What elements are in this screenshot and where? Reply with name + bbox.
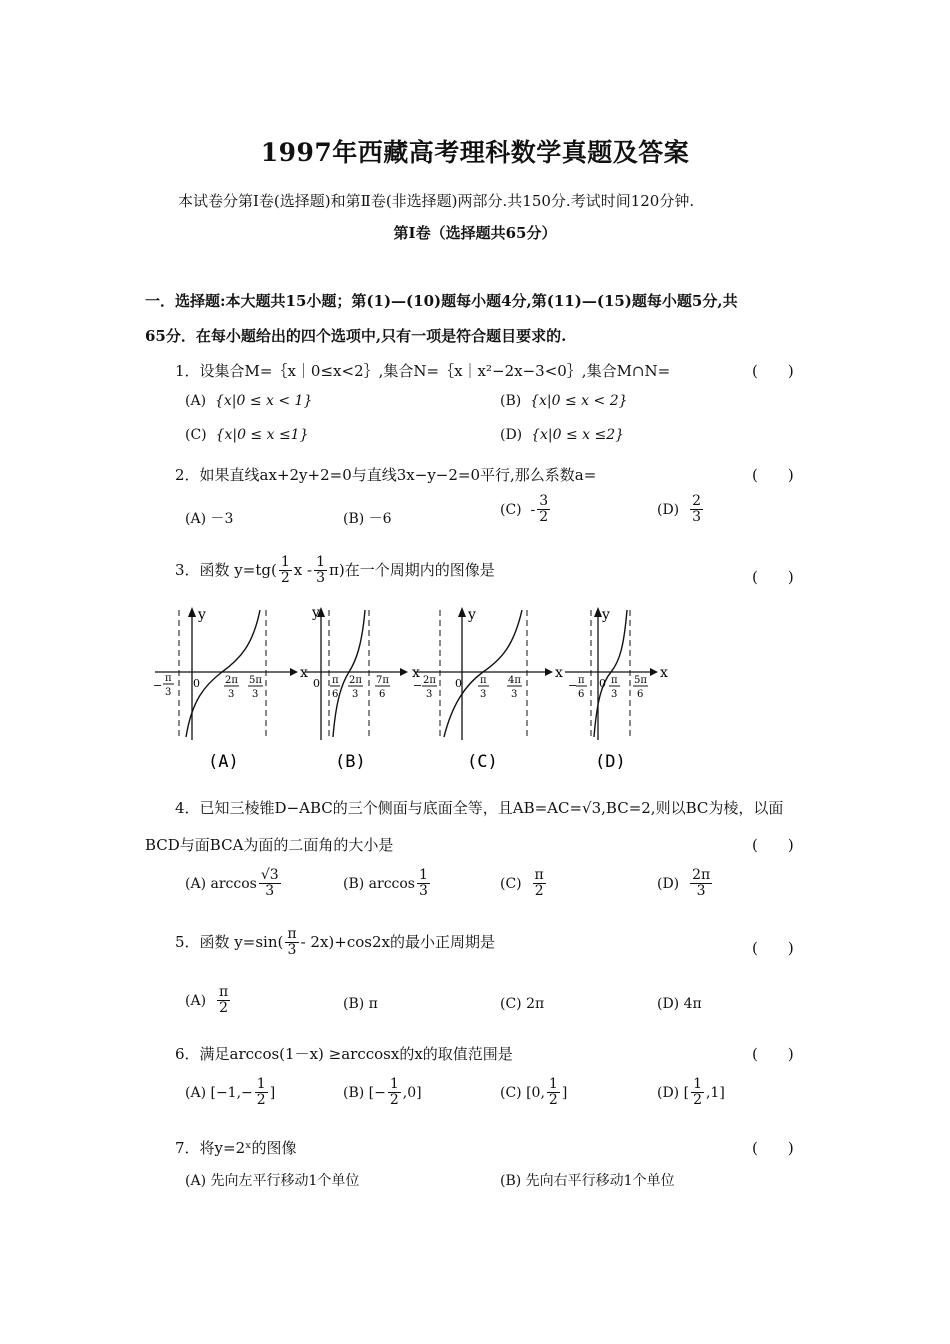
question-6-stem: 6．满足arccos(1－x) ≥arccosx的x的取值范围是 bbox=[175, 1045, 513, 1063]
graph-a bbox=[153, 607, 308, 772]
graph-d-tick-3 bbox=[633, 675, 648, 700]
svg-text:7π: 7π bbox=[376, 675, 389, 686]
question-5-stem: 5．函数 y=sin( $\frac{\pi}{3}$ - 2x)+cos2x的最小正周期是 bbox=[175, 926, 495, 959]
svg-text:3: 3 bbox=[480, 689, 487, 700]
graph-c-origin: 0 bbox=[455, 677, 462, 690]
graph-b-tick-1 bbox=[330, 675, 340, 700]
q6-option-d: (D) [ $\frac{1}{2}$ ,1] bbox=[657, 1076, 725, 1109]
graph-c-x-arrow bbox=[545, 668, 553, 676]
svg-text:3: 3 bbox=[165, 687, 172, 698]
answer-blank-5: ( ) bbox=[752, 939, 794, 957]
svg-text:π: π bbox=[578, 675, 585, 686]
svg-text:π: π bbox=[480, 675, 487, 686]
svg-text:6: 6 bbox=[332, 689, 339, 700]
svg-text:3: 3 bbox=[228, 689, 235, 700]
q6-option-a: (A) [−1,− $\frac{1}{2}$ ] bbox=[185, 1076, 276, 1109]
svg-text:3: 3 bbox=[511, 689, 518, 700]
svg-text:5π: 5π bbox=[249, 675, 262, 686]
graph-b-x-arrow bbox=[400, 668, 408, 676]
q7-option-a: (A) 先向左平行移动1个单位 bbox=[185, 1173, 360, 1189]
q6-option-b: (B) [− $\frac{1}{2}$ ,0] bbox=[343, 1076, 422, 1109]
q5-option-d: (D) 4π bbox=[657, 996, 702, 1012]
q7-option-b: (B) 先向右平行移动1个单位 bbox=[500, 1173, 675, 1189]
svg-text:π: π bbox=[611, 675, 618, 686]
graph-d-x-label: x bbox=[660, 665, 668, 681]
q5-option-c: (C) 2π bbox=[500, 996, 545, 1012]
answer-blank-1: ( ) bbox=[752, 362, 794, 380]
graph-c-caption: (C) bbox=[467, 752, 498, 772]
graph-b-tick-2 bbox=[348, 675, 363, 700]
graph-c-tick-2 bbox=[478, 675, 489, 700]
graph-c-tick-1 bbox=[413, 675, 437, 700]
q4-option-d: (D) $\frac{2\pi}{3}$ bbox=[657, 867, 711, 900]
graph-d-origin: 0 bbox=[599, 677, 606, 690]
question-4-stem-line1: 4．已知三棱锥D−ABC的三个侧面与底面全等，且AB=AC=√3,BC=2,则以BC为棱，以面 bbox=[175, 799, 784, 817]
graph-a-x-label: x bbox=[300, 665, 308, 681]
q2-option-d: (D) $\frac{2}{3}$ bbox=[657, 493, 701, 526]
q4-option-b: (B) arccos $\frac{1}{3}$ bbox=[343, 867, 428, 900]
graph-a-origin: 0 bbox=[193, 677, 200, 690]
svg-text:−: − bbox=[413, 679, 423, 692]
graph-a-x-arrow bbox=[290, 668, 298, 676]
svg-text:6: 6 bbox=[578, 689, 585, 700]
q3-graphs bbox=[150, 605, 670, 780]
svg-text:5π: 5π bbox=[634, 675, 647, 686]
question-2-stem: 2．如果直线ax+2y+2=0与直线3x−y−2=0平行,那么系数a= bbox=[175, 466, 597, 484]
graph-d-caption: (D) bbox=[595, 752, 626, 772]
graph-b-x-label: x bbox=[412, 665, 420, 681]
answer-blank-4: ( ) bbox=[752, 836, 794, 854]
q4-option-c: (C) $\frac{\pi}{2}$ bbox=[500, 867, 544, 900]
graph-c-x-label: x bbox=[555, 665, 563, 681]
q5-option-a: (A) $\frac{\pi}{2}$ bbox=[185, 984, 229, 1017]
svg-text:2π: 2π bbox=[349, 675, 362, 686]
graph-b-tick-3 bbox=[375, 675, 390, 700]
graph-a-y-label: y bbox=[198, 607, 206, 623]
svg-text:3: 3 bbox=[611, 689, 618, 700]
q2-option-c: (C) - $\frac{3}{2}$ bbox=[500, 493, 549, 526]
answer-blank-6: ( ) bbox=[752, 1045, 794, 1063]
q3-graphs-svg bbox=[150, 605, 670, 780]
question-4-stem-line2: BCD与面BCA为面的二面角的大小是 bbox=[145, 836, 394, 854]
q5-option-b: (B) π bbox=[343, 996, 378, 1012]
svg-text:6: 6 bbox=[379, 689, 386, 700]
graph-c-y-arrow bbox=[458, 607, 466, 617]
graph-a-tick-3 bbox=[248, 675, 263, 700]
graph-b-caption: (B) bbox=[335, 752, 366, 772]
graph-d-x-arrow bbox=[650, 668, 658, 676]
q1-option-b: (B) {x|0 ≤ x < 2} bbox=[500, 393, 628, 409]
svg-text:2π: 2π bbox=[423, 675, 436, 686]
graph-d bbox=[565, 607, 668, 772]
svg-text:−: − bbox=[153, 679, 163, 692]
svg-text:3: 3 bbox=[252, 689, 259, 700]
graph-a-tick-2 bbox=[224, 675, 239, 700]
svg-text:−: − bbox=[568, 679, 578, 692]
graph-b-origin: 0 bbox=[313, 677, 320, 690]
question-1-stem: 1．设集合M=｛x｜0≤x<2｝,集合N=｛x｜x²−2x−3<0｝,集合M∩N= bbox=[175, 362, 671, 380]
graph-b bbox=[305, 605, 423, 772]
graph-a-caption: (A) bbox=[208, 752, 239, 772]
intro-text: 本试卷分第Ⅰ卷(选择题)和第Ⅱ卷(非选择题)两部分.共150分.考试时间120分钟. bbox=[178, 192, 695, 210]
question-7-stem: 7．将y=2ˣ的图像 bbox=[175, 1139, 297, 1157]
svg-text:π: π bbox=[165, 673, 172, 684]
section-heading-line2: 65分．在每小题给出的四个选项中,只有一项是符合题目要求的. bbox=[145, 327, 567, 345]
q2-option-a: (A) －3 bbox=[185, 511, 234, 527]
svg-text:π: π bbox=[332, 675, 339, 686]
q6-option-c: (C) [0, $\frac{1}{2}$ ] bbox=[500, 1076, 568, 1109]
q1-option-c: (C) {x|0 ≤ x ≤1} bbox=[185, 427, 309, 443]
graph-c-curve bbox=[444, 610, 522, 737]
part-heading: 第Ⅰ卷（选择题共65分） bbox=[393, 224, 557, 242]
graph-d-curve bbox=[594, 610, 627, 737]
graph-a-curve bbox=[186, 610, 260, 737]
q4-option-a: (A) arccos $\frac{√3}{3}$ bbox=[185, 867, 279, 900]
graph-d-y-label: y bbox=[602, 607, 610, 623]
section-heading-line1: 一．选择题:本大题共15小题；第(1)—(10)题每小题4分,第(11)—(15)题每小题5分,共 bbox=[145, 292, 738, 310]
svg-text:6: 6 bbox=[637, 689, 644, 700]
svg-text:3: 3 bbox=[426, 689, 433, 700]
answer-blank-7: ( ) bbox=[752, 1139, 794, 1157]
q1-option-d: (D) {x|0 ≤ x ≤2} bbox=[500, 427, 625, 443]
svg-text:2π: 2π bbox=[225, 675, 238, 686]
graph-b-curve bbox=[333, 610, 365, 737]
graph-a-y-arrow bbox=[188, 607, 196, 617]
q2-option-b: (B) －6 bbox=[343, 511, 392, 527]
answer-blank-3: ( ) bbox=[752, 568, 794, 586]
graph-b-y-label: y bbox=[312, 605, 320, 621]
question-3-stem: 3．函数 y=tg( $\frac{1}{2}$ x - $\frac{1}{3}$ π)在一个周期内的图像是 bbox=[175, 554, 495, 587]
graph-c-y-label: y bbox=[468, 607, 476, 623]
graph-d-tick-2 bbox=[609, 675, 620, 700]
svg-text:3: 3 bbox=[352, 689, 359, 700]
svg-text:4π: 4π bbox=[508, 675, 521, 686]
answer-blank-2: ( ) bbox=[752, 466, 794, 484]
graph-c bbox=[413, 607, 563, 772]
graph-d-tick-1 bbox=[568, 675, 587, 700]
graph-c-tick-3 bbox=[507, 675, 522, 700]
q1-option-a: (A) {x|0 ≤ x < 1} bbox=[185, 393, 313, 409]
page-title: 1997年西藏高考理科数学真题及答案 bbox=[260, 138, 690, 167]
graph-d-y-arrow bbox=[594, 607, 602, 617]
graph-a-tick-1 bbox=[153, 673, 174, 698]
